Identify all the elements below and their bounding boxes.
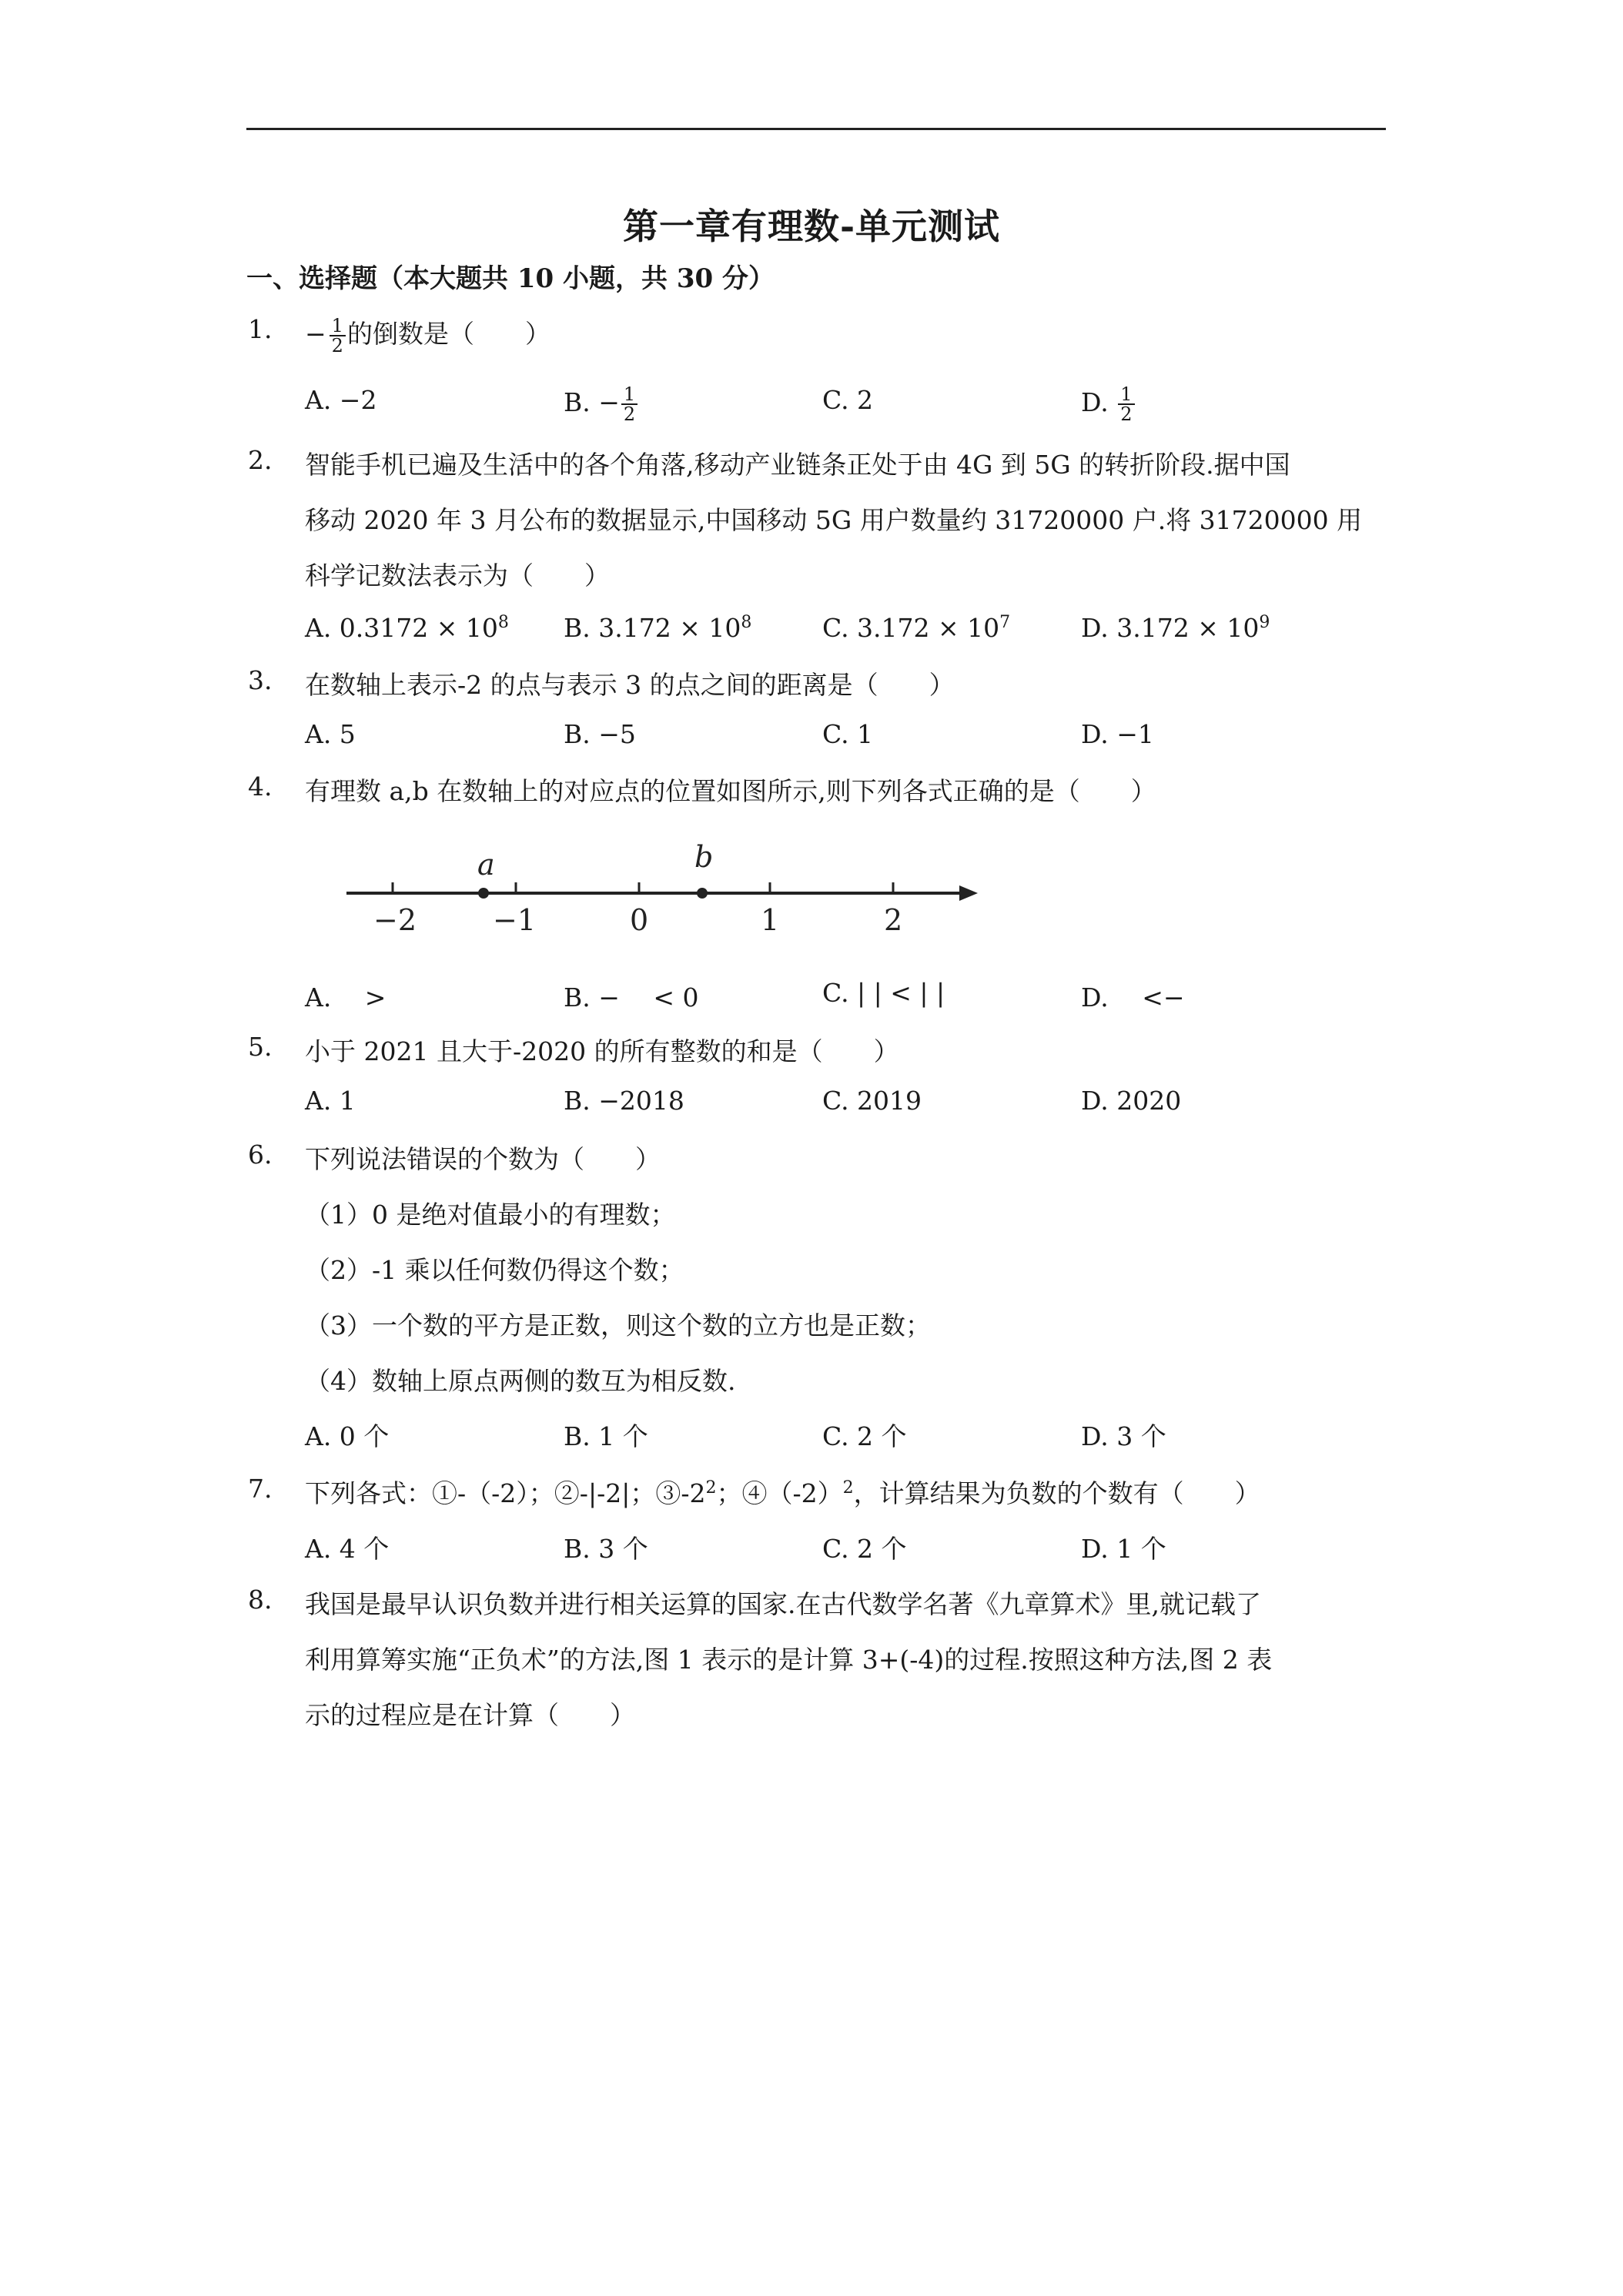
q1-option-c[interactable]: C. 2 — [822, 385, 874, 415]
q2-option-a[interactable]: A. $0.3172 \times 10^8$ — [305, 613, 509, 643]
q7-option-d[interactable]: D. 1 个 — [1081, 1534, 1166, 1564]
question-2-line-2: 移动 2020 年 3 月公布的数据显示,中国移动 5G 用户数量约 31720000 户.将 31720000 用 — [305, 505, 1363, 535]
q6-option-c[interactable]: C. 2 个 — [822, 1421, 907, 1451]
q5-option-c[interactable]: C. 2019 — [822, 1086, 922, 1116]
point-a-label: a — [477, 848, 495, 882]
q6-option-d[interactable]: D. 3 个 — [1081, 1421, 1166, 1451]
question-4-text: 有理数 a,b 在数轴上的对应点的位置如图所示,则下列各式正确的是（ ） — [305, 776, 1156, 806]
header-rule — [246, 128, 1386, 130]
tick-label: 1 — [761, 903, 780, 937]
question-8-number: 8. — [248, 1585, 273, 1615]
question-7-text: 下列各式：①-（-2）；②-|-2|；$③-2^2$；$④(-2)^2$，计算结果为负数的个数有（ ） — [305, 1478, 1260, 1508]
number-line-figure — [339, 839, 986, 947]
point-b — [697, 888, 708, 899]
arrow-head-icon — [959, 885, 978, 901]
q4-option-d[interactable]: D. <− — [1081, 982, 1185, 1012]
q3-option-d[interactable]: D. −1 — [1081, 719, 1154, 749]
question-5-number: 5. — [248, 1032, 273, 1062]
q5-option-b[interactable]: B. −2018 — [564, 1086, 684, 1116]
question-2-number: 2. — [248, 445, 273, 475]
question-6-number: 6. — [248, 1140, 273, 1170]
question-4-number: 4. — [248, 771, 273, 802]
q2-option-c[interactable]: C. $3.172 \times 10^7$ — [822, 613, 1011, 643]
tick-label: 2 — [884, 903, 903, 937]
question-1-number: 1. — [248, 314, 273, 344]
question-2-line-1: 智能手机已遍及生活中的各个角落,移动产业链条正处于由 4G 到 5G 的转折阶段.据中国 — [305, 450, 1290, 480]
q3-option-a[interactable]: A. 5 — [305, 719, 356, 749]
q3-option-c[interactable]: C. 1 — [822, 719, 874, 749]
q4-option-b[interactable]: B. − < 0 — [564, 982, 699, 1012]
tick-label: 0 — [630, 903, 649, 937]
point-b-label: b — [694, 840, 714, 874]
q5-option-a[interactable]: A. 1 — [305, 1086, 356, 1116]
q6-option-a[interactable]: A. 0 个 — [305, 1421, 390, 1451]
question-5-text: 小于 2021 且大于-2020 的所有整数的和是（ ） — [305, 1036, 899, 1066]
q6-statement-4: （4）数轴上原点两侧的数互为相反数. — [305, 1366, 736, 1396]
q7-option-a[interactable]: A. 4 个 — [305, 1534, 390, 1564]
question-3-number: 3. — [248, 665, 273, 695]
q7-option-c[interactable]: C. 2 个 — [822, 1534, 907, 1564]
point-a — [478, 888, 489, 899]
q6-statement-2: （2）-1 乘以任何数仍得这个数； — [305, 1255, 684, 1285]
q6-option-b[interactable]: B. 1 个 — [564, 1421, 648, 1451]
q1-option-d[interactable]: D. $\frac{1}{2}$ — [1081, 385, 1136, 423]
section-heading: 一、选择题（本大题共 10 小题，共 30 分） — [246, 263, 775, 294]
q4-option-c[interactable]: C. | | < | | — [822, 978, 945, 1008]
q2-option-b[interactable]: B. $3.172 \times 10^8$ — [564, 613, 752, 643]
question-8-line-2: 利用算筹实施“正负术”的方法,图 1 表示的是计算 3+(-4)的过程.按照这种方法,图 2 表 — [305, 1645, 1273, 1675]
q6-statement-1: （1）0 是绝对值最小的有理数； — [305, 1200, 676, 1230]
q6-statement-3: （3）一个数的平方是正数，则这个数的立方也是正数； — [305, 1310, 931, 1340]
q3-option-b[interactable]: B. −5 — [564, 719, 636, 749]
q2-option-d[interactable]: D. $3.172 \times 10^9$ — [1081, 613, 1270, 643]
page-title: 第一章有理数-单元测试 — [622, 206, 1001, 247]
q1-option-b[interactable]: B. − $\frac{1}{2}$ — [564, 385, 639, 423]
q4-option-a[interactable]: A. > — [305, 982, 387, 1012]
question-7-number: 7. — [248, 1474, 273, 1504]
fraction: $\frac{1}{2}$ — [330, 316, 346, 355]
question-2-line-3: 科学记数法表示为（ ） — [305, 561, 610, 591]
question-1-text: − $\frac{1}{2}$ 的倒数是（ ） — [305, 315, 550, 356]
tick-label: −1 — [493, 903, 537, 937]
tick-label: −2 — [373, 903, 417, 937]
question-6-text: 下列说法错误的个数为（ ） — [305, 1144, 661, 1174]
question-8-line-3: 示的过程应是在计算（ ） — [305, 1700, 635, 1730]
q7-option-b[interactable]: B. 3 个 — [564, 1534, 648, 1564]
question-3-text: 在数轴上表示-2 的点与表示 3 的点之间的距离是（ ） — [305, 670, 955, 700]
q5-option-d[interactable]: D. 2020 — [1081, 1086, 1182, 1116]
question-8-line-1: 我国是最早认识负数并进行相关运算的国家.在古代数学名著《九章算术》里,就记载了 — [305, 1589, 1261, 1619]
q1-option-a[interactable]: A. −2 — [305, 385, 377, 415]
